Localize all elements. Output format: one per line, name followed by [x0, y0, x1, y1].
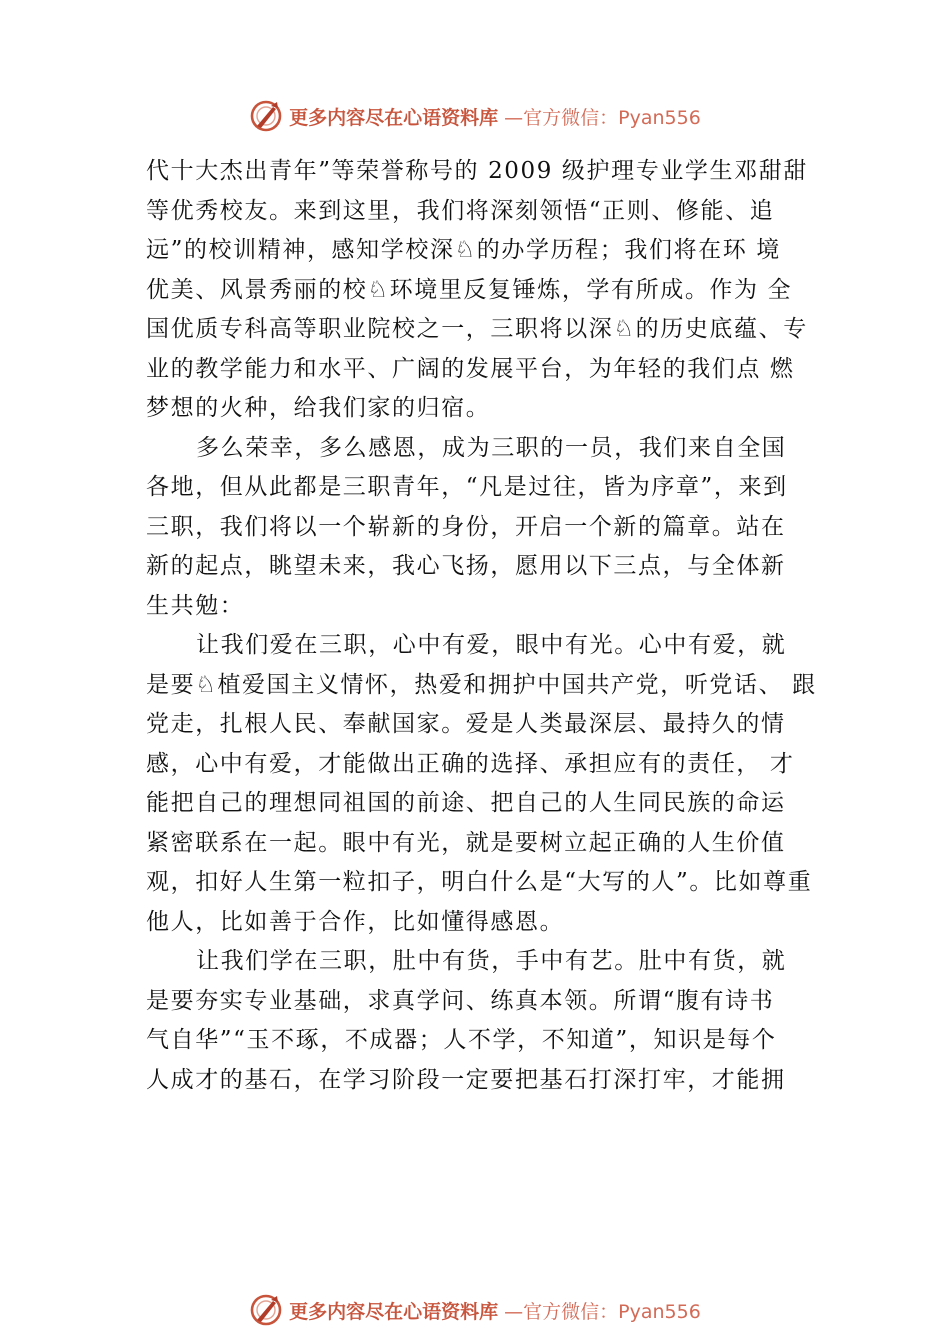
- text-line: 感，心中有爱，才能做出正确的选择、承担应有的责任， 才: [146, 750, 795, 777]
- banner-title: 更多内容尽在心语资料库: [289, 1300, 499, 1323]
- brand-logo-icon: [249, 99, 283, 133]
- text-line: 业的教学能力和水平、广阔的发展平台，为年轻的我们点 燃: [146, 355, 795, 382]
- paragraph-start-line: 让我们爱在三职，心中有爱，眼中有光。心中有爱，就: [196, 632, 787, 658]
- banner-wechat: —官方微信：Pyan556: [504, 1300, 701, 1323]
- text-line: 国优质专科高等职业院校之一，三职将以深♘的历史底蕴、专: [146, 316, 808, 342]
- text-line: 代十大杰出青年”等荣誉称号的 2009 级护理专业学生邓甜甜: [146, 158, 808, 184]
- text-line: 远”的校训精神，感知学校深♘的办学历程；我们将在环 境: [146, 237, 781, 263]
- text-line: 党走，扎根人民、奉献国家。爱是人类最深层、最持久的情: [146, 711, 786, 737]
- text-line: 梦想的火种，给我们家的归宿。: [146, 395, 491, 421]
- footer-banner: [0, 1290, 950, 1330]
- text-line: 观，扣好人生第一粒扣子，明白什么是“大写的人”。比如尊重: [146, 869, 813, 895]
- text-line: 三职，我们将以一个崭新的身份，开启一个新的篇章。站在: [146, 513, 786, 540]
- banner-title: 更多内容尽在心语资料库: [289, 106, 499, 129]
- paragraph-start-line: 多么荣幸，多么感恩，成为三职的一员，我们来自全国: [196, 434, 787, 461]
- paragraph-start-line: 让我们学在三职，肚中有货，手中有艺。肚中有货，就: [196, 948, 787, 974]
- text-line: 能把自己的理想同祖国的前途、把自己的人生同民族的命运: [146, 790, 786, 816]
- text-line: 是要♘植爱国主义情怀，热爱和拥护中国共产党，听党话、 跟: [146, 671, 817, 698]
- text-line: 新的起点，眺望未来，我心飞扬，愿用以下三点，与全体新: [146, 553, 786, 579]
- text-line: 是要夯实专业基础，求真学问、练真本领。所谓“腹有诗书: [146, 987, 775, 1014]
- text-line: 他人，比如善于合作，比如懂得感恩。: [146, 908, 565, 935]
- brand-logo-icon: [249, 1293, 283, 1327]
- text-line: 气自华”“玉不琢，不成器；人不学，不知道”，知识是每个: [146, 1027, 777, 1053]
- banner-wechat: —官方微信：Pyan556: [504, 106, 701, 129]
- text-line: 等优秀校友。来到这里，我们将深刻领悟“正则、修能、追: [146, 197, 775, 224]
- header-banner: [0, 96, 950, 136]
- text-line: 紧密联系在一起。眼中有光，就是要树立起正确的人生价值: [146, 829, 786, 856]
- text-line: 人成才的基石，在学习阶段一定要把基石打深打牢，才能拥: [146, 1066, 786, 1093]
- text-line: 优美、风景秀丽的校♘环境里反复锤炼，学有所成。作为 全: [146, 276, 793, 303]
- text-line: 生共勉：: [146, 592, 245, 619]
- text-line: 各地，但从此都是三职青年，“凡是过往，皆为序章”，来到: [146, 474, 788, 500]
- document-body: [146, 152, 836, 1100]
